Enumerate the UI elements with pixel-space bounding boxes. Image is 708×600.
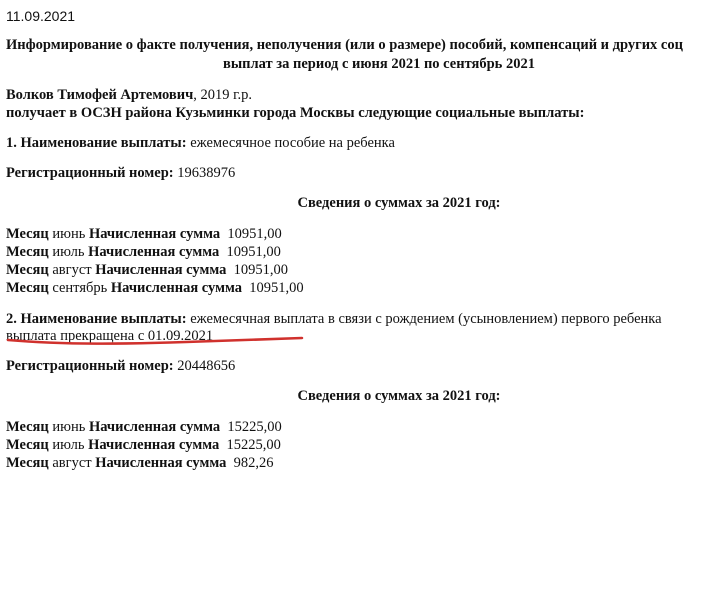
payment-2-reg-number: 20448656 — [177, 358, 236, 374]
accrued-sum-label: Начисленная сумма — [88, 419, 221, 435]
payment-1-sums-heading: Сведения о суммах за 2021 год: — [297, 195, 501, 211]
payment-1-row — [6, 243, 281, 262]
row-month: июль — [52, 244, 85, 260]
month-label: Месяц — [6, 437, 49, 453]
row-month: июнь — [52, 419, 86, 435]
payment-2-name: ежемесячная выплата в связи с рождением (усыновлением) первого ребенка — [190, 311, 662, 327]
row-month: июль — [52, 437, 85, 453]
row-sum: 10951,00 — [227, 226, 282, 242]
row-sum: 10951,00 — [233, 262, 289, 278]
payment-1-name-line — [6, 134, 395, 153]
payment-1-row — [6, 279, 304, 298]
reg-number-label: Регистрационный номер: — [6, 165, 174, 181]
accrued-sum-label: Начисленная сумма — [110, 280, 242, 296]
row-month: сентябрь — [52, 280, 108, 296]
payment-2-row — [6, 454, 274, 473]
row-sum: 10951,00 — [226, 244, 281, 260]
payment-1-reg-line — [6, 164, 235, 183]
payment-2-row — [6, 436, 281, 455]
row-month: август — [52, 455, 92, 471]
month-label: Месяц — [6, 262, 49, 278]
accrued-sum-label: Начисленная сумма — [88, 244, 220, 260]
document-date: 11.09.2021 — [6, 8, 76, 24]
document-title: Информирование о факте получения, неполучения (или о размере) пособий, компенсаций и других соц — [6, 37, 683, 53]
payment-1-name: ежемесячное пособие на ребенка — [190, 135, 395, 151]
month-label: Месяц — [6, 244, 49, 260]
row-month: июнь — [52, 226, 86, 242]
accrued-sum-label: Начисленная сумма — [88, 437, 220, 453]
month-label: Месяц — [6, 226, 49, 242]
row-sum: 15225,00 — [227, 419, 282, 435]
receives-text: получает в ОСЗН района Кузьминки города Москвы следующие социальные выплаты: — [6, 105, 585, 121]
red-underline-annotation — [6, 330, 306, 348]
payment-1-row — [6, 261, 288, 280]
person-name: Волков Тимофей Артемович — [6, 87, 194, 103]
person-birth: , 2019 г.р. — [193, 87, 252, 103]
reg-number-label: Регистрационный номер: — [6, 358, 174, 374]
payment-1-reg-number: 19638976 — [177, 165, 236, 181]
payment-2-reg-line — [6, 357, 235, 376]
payment-name-label: Наименование выплаты: — [20, 135, 187, 151]
accrued-sum-label: Начисленная сумма — [95, 262, 227, 278]
month-label: Месяц — [6, 280, 49, 296]
row-sum: 15225,00 — [226, 437, 281, 453]
accrued-sum-label: Начисленная сумма — [95, 455, 227, 471]
row-sum: 10951,00 — [249, 280, 304, 296]
payment-2-number: 2. — [6, 311, 17, 327]
payment-1-number: 1. — [6, 135, 17, 151]
row-sum: 982,26 — [233, 455, 274, 471]
month-label: Месяц — [6, 455, 49, 471]
accrued-sum-label: Начисленная сумма — [88, 226, 221, 242]
payment-1-row — [6, 225, 282, 244]
payment-2-sums-heading: Сведения о суммах за 2021 год: — [297, 388, 501, 404]
row-month: август — [52, 262, 92, 278]
person-line — [6, 86, 252, 105]
month-label: Месяц — [6, 419, 49, 435]
document-subtitle: выплат за период с июня 2021 по сентябрь 2021 — [223, 56, 535, 72]
payment-2-row — [6, 418, 282, 437]
payment-name-label: Наименование выплаты: — [20, 311, 187, 327]
payment-2-stopped-note: выплата прекращена с 01.09.2021 — [6, 328, 214, 344]
